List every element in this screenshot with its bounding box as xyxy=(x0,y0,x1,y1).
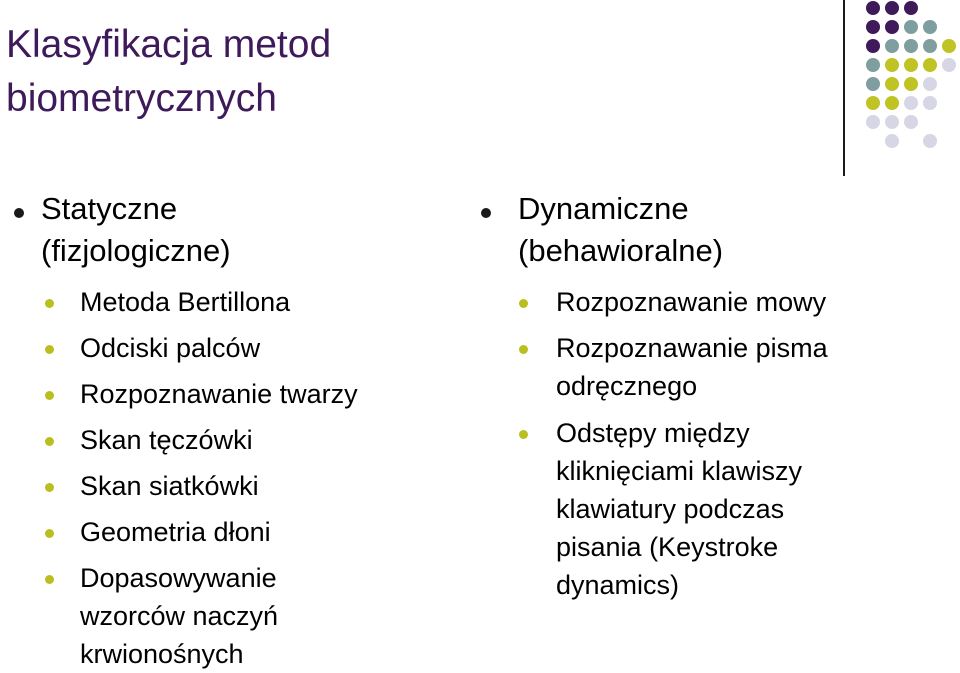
right-item-3-line-4: pisania (Keystroke xyxy=(556,532,779,562)
left-heading xyxy=(41,188,231,272)
left-item-4-text: Skan tęczówki xyxy=(80,425,253,455)
bullet-icon xyxy=(14,208,24,218)
decorative-dot-grid xyxy=(860,0,960,160)
right-item-3-line-2: kliknięciami klawiszy xyxy=(556,456,803,486)
decorative-dot xyxy=(866,77,880,91)
decorative-dot xyxy=(885,115,899,129)
left-heading-line-1: Statyczne xyxy=(41,191,178,226)
decorative-dot xyxy=(923,77,937,91)
right-item-3-line-5: dynamics) xyxy=(556,570,680,600)
decorative-dot xyxy=(885,58,899,72)
right-heading-line-1: Dynamiczne xyxy=(518,191,689,226)
right-item-3-line-3: klawiatury podczas xyxy=(556,494,785,524)
left-item-1 xyxy=(80,283,290,322)
sub-bullet-icon xyxy=(519,345,528,354)
right-item-1 xyxy=(556,283,826,322)
sub-bullet-icon xyxy=(45,437,54,446)
left-item-3 xyxy=(80,375,358,414)
decorative-dot xyxy=(942,39,956,53)
decorative-dot xyxy=(866,96,880,110)
decorative-dot xyxy=(885,20,899,34)
slide-title-line-1: Klasyfikacja metod xyxy=(6,23,332,66)
decorative-dot xyxy=(885,39,899,53)
decorative-dot xyxy=(942,58,956,72)
sub-bullet-icon xyxy=(45,391,54,400)
left-item-7 xyxy=(80,559,278,673)
decorative-dot xyxy=(885,1,899,15)
decorative-dot xyxy=(904,1,918,15)
left-item-2 xyxy=(80,329,260,368)
left-item-6 xyxy=(80,513,271,552)
right-item-3 xyxy=(556,414,802,604)
left-item-1-text: Metoda Bertillona xyxy=(80,287,291,317)
left-heading-line-2: (fizjologiczne) xyxy=(41,233,231,268)
left-item-2-text: Odciski palców xyxy=(80,333,261,363)
decorative-dot xyxy=(866,115,880,129)
left-item-4 xyxy=(80,421,253,460)
decorative-dot xyxy=(866,1,880,15)
left-item-7-line-3: krwionośnych xyxy=(80,639,244,669)
right-item-2 xyxy=(556,329,828,405)
right-heading xyxy=(518,188,723,272)
decorative-dot xyxy=(904,96,918,110)
left-item-7-line-1: Dopasowywanie xyxy=(80,563,277,593)
sub-bullet-icon xyxy=(45,483,54,492)
left-item-3-text: Rozpoznawanie twarzy xyxy=(80,379,358,409)
left-item-5-text: Skan siatkówki xyxy=(80,471,259,501)
decorative-divider xyxy=(843,0,845,176)
right-item-2-line-2: odręcznego xyxy=(556,371,698,401)
decorative-dot xyxy=(904,39,918,53)
decorative-dot xyxy=(923,39,937,53)
decorative-dot xyxy=(904,77,918,91)
decorative-dot xyxy=(923,96,937,110)
left-item-5 xyxy=(80,467,259,506)
bullet-icon xyxy=(481,208,491,218)
decorative-dot xyxy=(885,96,899,110)
right-heading-line-2: (behawioralne) xyxy=(518,233,724,268)
decorative-dot xyxy=(904,58,918,72)
decorative-dot xyxy=(885,134,899,148)
sub-bullet-icon xyxy=(519,430,528,439)
left-item-7-line-2: wzorców naczyń xyxy=(80,601,279,631)
sub-bullet-icon xyxy=(45,575,54,584)
slide-title-line-2: biometrycznych xyxy=(6,77,277,120)
sub-bullet-icon xyxy=(45,299,54,308)
sub-bullet-icon xyxy=(45,529,54,538)
decorative-dot xyxy=(866,39,880,53)
sub-bullet-icon xyxy=(519,299,528,308)
slide-title xyxy=(6,18,766,126)
sub-bullet-icon xyxy=(45,345,54,354)
decorative-dot xyxy=(923,20,937,34)
decorative-dot xyxy=(866,20,880,34)
decorative-dot xyxy=(904,115,918,129)
left-item-6-text: Geometria dłoni xyxy=(80,517,271,547)
decorative-dot xyxy=(904,20,918,34)
decorative-dot xyxy=(923,134,937,148)
right-item-2-line-1: Rozpoznawanie pisma xyxy=(556,333,828,363)
decorative-dot xyxy=(866,58,880,72)
right-item-3-line-1: Odstępy między xyxy=(556,418,750,448)
decorative-dot xyxy=(885,77,899,91)
right-item-1-text: Rozpoznawanie mowy xyxy=(556,287,827,317)
decorative-dot xyxy=(923,58,937,72)
